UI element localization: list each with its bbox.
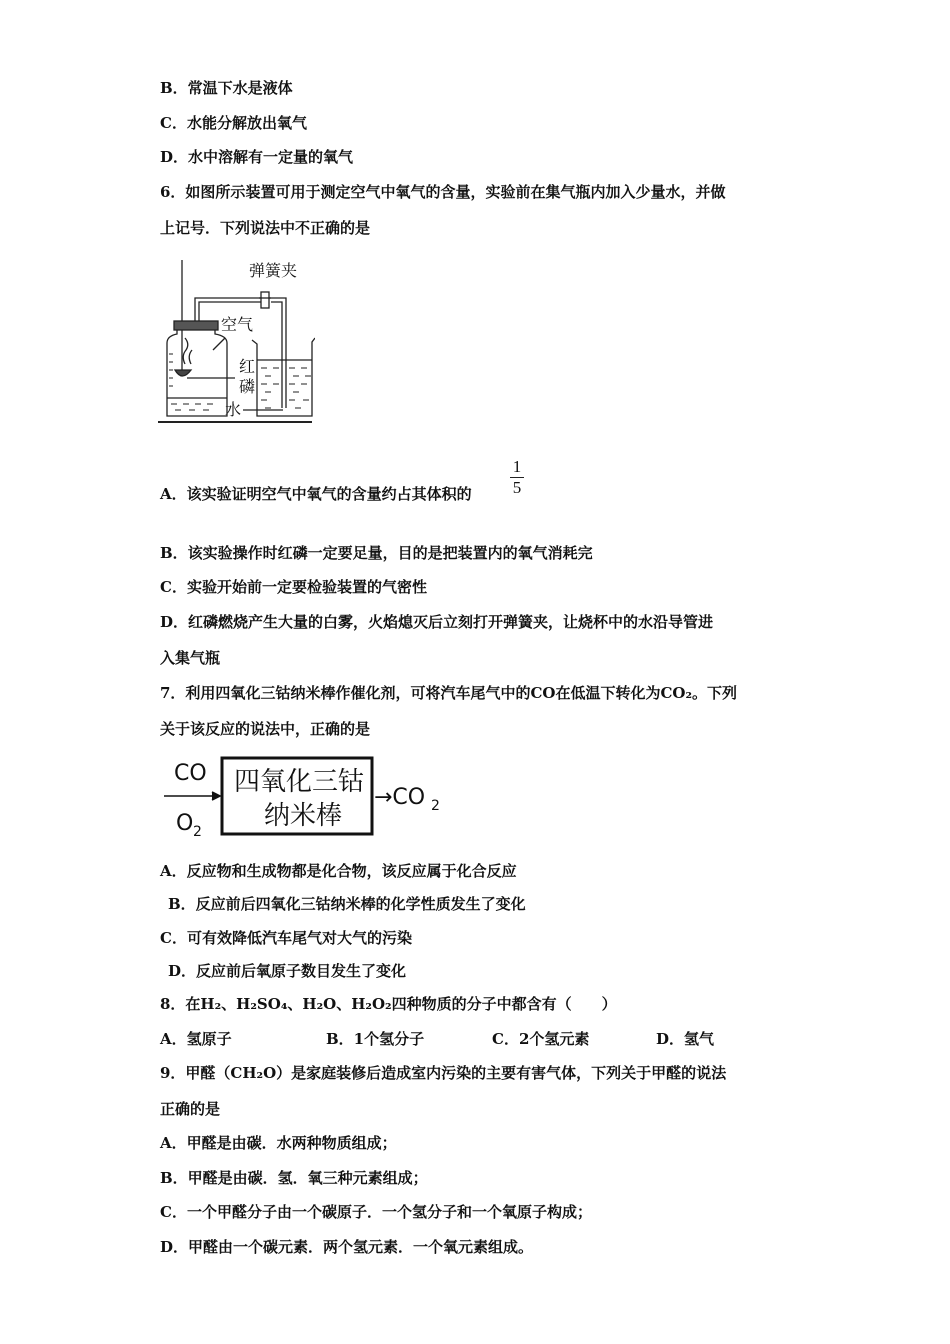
q8-option-b: B．1个氢分子: [326, 1030, 425, 1048]
q7-option-a: A．反应物和生成物都是化合物，该反应属于化合反应: [160, 862, 517, 880]
label-water: 水: [225, 400, 242, 419]
q5-option-b: B．常温下水是液体: [160, 79, 293, 97]
q7-option-c: C．可有效降低汽车尾气对大气的污染: [160, 929, 412, 947]
fraction-numerator: 1: [510, 458, 524, 478]
reactant-o2-subscript: 2: [193, 824, 202, 840]
bottle-stopper: [174, 321, 218, 330]
q6-stem-line2: 上记号．下列说法中不正确的是: [160, 219, 371, 237]
q9-stem-line2: 正确的是: [160, 1100, 221, 1118]
beaker: [252, 338, 315, 416]
q7-stem-line2: 关于该反应的说法中，正确的是: [160, 720, 371, 738]
q6-apparatus-figure: [155, 258, 315, 428]
product-co2: →CO: [374, 785, 426, 810]
q6-option-d-line2: 入集气瓶: [160, 649, 221, 667]
q8-option-a: A．氢原子: [160, 1030, 232, 1048]
spring-clamp: [261, 292, 269, 308]
q7-option-d: D．反应前后氧原子数目发生了变化: [168, 962, 407, 980]
q6-option-b: B．该实验操作时红磷一定要足量，目的是把装置内的氧气消耗完: [160, 544, 593, 562]
q5-option-d: D．水中溶解有一定量的氧气: [160, 148, 354, 166]
q9-option-c: C．一个甲醛分子由一个碳原子．一个氢分子和一个氧原子构成；: [160, 1203, 592, 1221]
q8-stem: 8．在H₂、H₂SO₄、H₂O、H₂O₂四种物质的分子中都含有（ ）: [160, 995, 617, 1013]
burning-spoon: [175, 370, 191, 376]
reactant-co: CO: [174, 761, 207, 786]
catalyst-label-line1: 四氧化三钴: [234, 767, 365, 797]
label-air: 空气: [221, 315, 254, 334]
q9-option-a: A．甲醛是由碳．水两种物质组成；: [160, 1134, 397, 1152]
q9-option-b: B．甲醛是由碳．氢．氧三种元素组成；: [160, 1169, 428, 1187]
fraction-denominator: 5: [512, 478, 522, 497]
q8-option-d: D．氢气: [656, 1030, 715, 1048]
q7-stem-line1: 7．利用四氧化三钴纳米棒作催化剂，可将汽车尾气中的CO在低温下转化为CO₂。下列: [160, 684, 738, 702]
label-phosphorus: 磷: [239, 377, 256, 396]
q9-option-d: D．甲醛由一个碳元素．两个氢元素．一个氧元素组成。: [160, 1238, 534, 1256]
reactant-o2: O: [176, 811, 194, 836]
q5-option-c: C．水能分解放出氧气: [160, 114, 307, 132]
q6-stem-line1: 6．如图所示装置可用于测定空气中氧气的含量，实验前在集气瓶内加入少量水，并做: [160, 183, 726, 201]
label-spring-clamp: 弹簧夹: [249, 261, 298, 280]
q6-option-a: A．该实验证明空气中氧气的含量约占其体积的: [160, 485, 472, 503]
q8-option-c: C．2个氢元素: [492, 1030, 590, 1048]
q9-stem-line1: 9．甲醛（CH₂O）是家庭装修后造成室内污染的主要有害气体，下列关于甲醛的说法: [160, 1064, 727, 1082]
q7-reaction-figure: [160, 752, 450, 842]
fraction-one-fifth: [510, 458, 524, 497]
q6-option-d-line1: D．红磷燃烧产生大量的白雾，火焰熄灭后立刻打开弹簧夹，让烧杯中的水沿导管进: [160, 613, 714, 631]
q6-option-c: C．实验开始前一定要检验装置的气密性: [160, 578, 427, 596]
label-red: 红: [239, 357, 256, 376]
catalyst-label-line2: 纳米棒: [264, 801, 343, 831]
q7-option-b: B．反应前后四氧化三钴纳米棒的化学性质发生了变化: [168, 895, 526, 913]
product-co2-subscript: 2: [431, 798, 440, 814]
